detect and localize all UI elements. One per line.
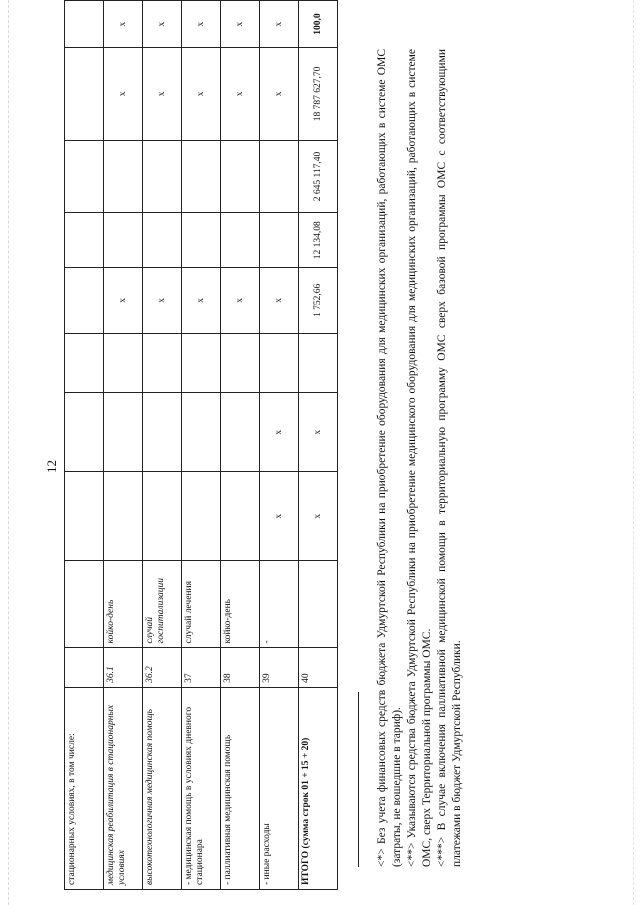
row-name: - медицинская помощь в условиях дневного стационара: [182, 687, 221, 889]
table-cell: [182, 213, 221, 268]
table-row: [104, 1, 143, 890]
row-name: стационарных условиях, в том числе:: [65, 687, 104, 889]
row-unit: случай госпитализации: [143, 560, 182, 648]
table-cell: 12 134,08: [299, 213, 338, 268]
footnote-separator: [358, 692, 359, 867]
table-cell: х: [260, 472, 299, 561]
footnote-3: <***> В случае включения паллиативной медицинской помощи в территориальную программу ОМС сверх базовой программы ОМС с соответствующими платежами в бюджет Удмуртской Республики.: [435, 49, 463, 867]
table-cell: х: [221, 268, 260, 334]
table-cell: [65, 140, 104, 213]
table-cell: [104, 333, 143, 392]
row-unit: [65, 560, 104, 648]
row-unit: койко-день: [221, 560, 260, 648]
table-row: [260, 1, 299, 890]
table-cell: х: [104, 48, 143, 140]
row-name: - иные расходы: [260, 687, 299, 889]
table-cell: [104, 392, 143, 472]
row-unit: -: [260, 560, 299, 648]
row-name: - паллиативная медицинская помощь: [221, 687, 260, 889]
row-name: медицинская реабилитация в стационарных условиях: [104, 687, 143, 889]
table-cell: [221, 472, 260, 561]
table-cell: х: [260, 1, 299, 48]
table-cell: 100,0: [299, 1, 338, 48]
table-cell: х: [143, 48, 182, 140]
table-cell: [260, 333, 299, 392]
row-name: ИТОГО (сумма строк 01 + 15 + 20): [299, 687, 338, 889]
table-cell: [104, 472, 143, 561]
table-row: [65, 1, 104, 890]
row-number: [65, 648, 104, 687]
table-row: [182, 1, 221, 890]
table-cell: [182, 392, 221, 472]
row-number: 36.1: [104, 648, 143, 687]
table-cell: [221, 392, 260, 472]
table-cell: [143, 392, 182, 472]
row-name: высокотехнологичная медицинская помощь: [143, 687, 182, 889]
table-cell: [65, 333, 104, 392]
table-cell: [182, 333, 221, 392]
table-cell: [182, 472, 221, 561]
footnote-1: <*> Без учета финансовых средств бюджета Удмуртской Республики на приобретение оборудования для медицинских организаций, работающих в системе ОМС (затраты, не вошедшие в тариф).: [376, 49, 403, 867]
table-cell: х: [260, 48, 299, 140]
table-row: [221, 1, 260, 890]
row-unit: [299, 560, 338, 648]
table-row: [143, 1, 182, 890]
table-cell: [143, 213, 182, 268]
table-cell: [260, 213, 299, 268]
row-unit: койко-день: [104, 560, 143, 648]
table-cell: [221, 213, 260, 268]
table-cell: х: [260, 268, 299, 334]
row-number: 38: [221, 648, 260, 687]
table-cell: х: [143, 1, 182, 48]
table-cell: [65, 48, 104, 140]
table-cell: [65, 392, 104, 472]
row-number: 40: [299, 648, 338, 687]
table-cell: [182, 140, 221, 213]
footnotes: [358, 49, 465, 867]
table-cell: х: [221, 48, 260, 140]
row-number: 36.2: [143, 648, 182, 687]
table-cell: [65, 213, 104, 268]
footnote-2: <**> Указываются средства бюджета Удмуртской Республики на приобретение медицинского оборудования для медицинских организаций, работающих в системе ОМС, сверх Территориальной программы ОМС.: [405, 49, 433, 867]
row-unit: случай лечения: [182, 560, 221, 648]
table-cell: 2 645 117,40: [299, 140, 338, 213]
table-cell: х: [104, 1, 143, 48]
table-cell: [143, 472, 182, 561]
table-cell: [104, 213, 143, 268]
table-cell: х: [182, 268, 221, 334]
table-cell: [260, 140, 299, 213]
row-number: 37: [182, 648, 221, 687]
table-cell: [221, 333, 260, 392]
table-body: [65, 1, 338, 890]
table-cell: х: [182, 1, 221, 48]
page-number: 12: [44, 460, 59, 473]
table-cell: [299, 333, 338, 392]
table-cell: 18 787 627,70: [299, 48, 338, 140]
table-cell: х: [104, 268, 143, 334]
table-cell: х: [260, 392, 299, 472]
finance-table: [64, 0, 338, 890]
table-cell: [65, 1, 104, 48]
table-cell: [221, 140, 260, 213]
table-cell: [65, 472, 104, 561]
table-cell: 1 752,66: [299, 268, 338, 334]
table-cell: х: [143, 268, 182, 334]
table-row: [299, 1, 338, 890]
table-cell: х: [182, 48, 221, 140]
table-cell: [143, 333, 182, 392]
table-cell: х: [299, 472, 338, 561]
table-cell: х: [221, 1, 260, 48]
table-cell: [65, 268, 104, 334]
table-cell: [104, 140, 143, 213]
table-cell: х: [299, 392, 338, 472]
row-number: 39: [260, 648, 299, 687]
table-cell: [143, 140, 182, 213]
